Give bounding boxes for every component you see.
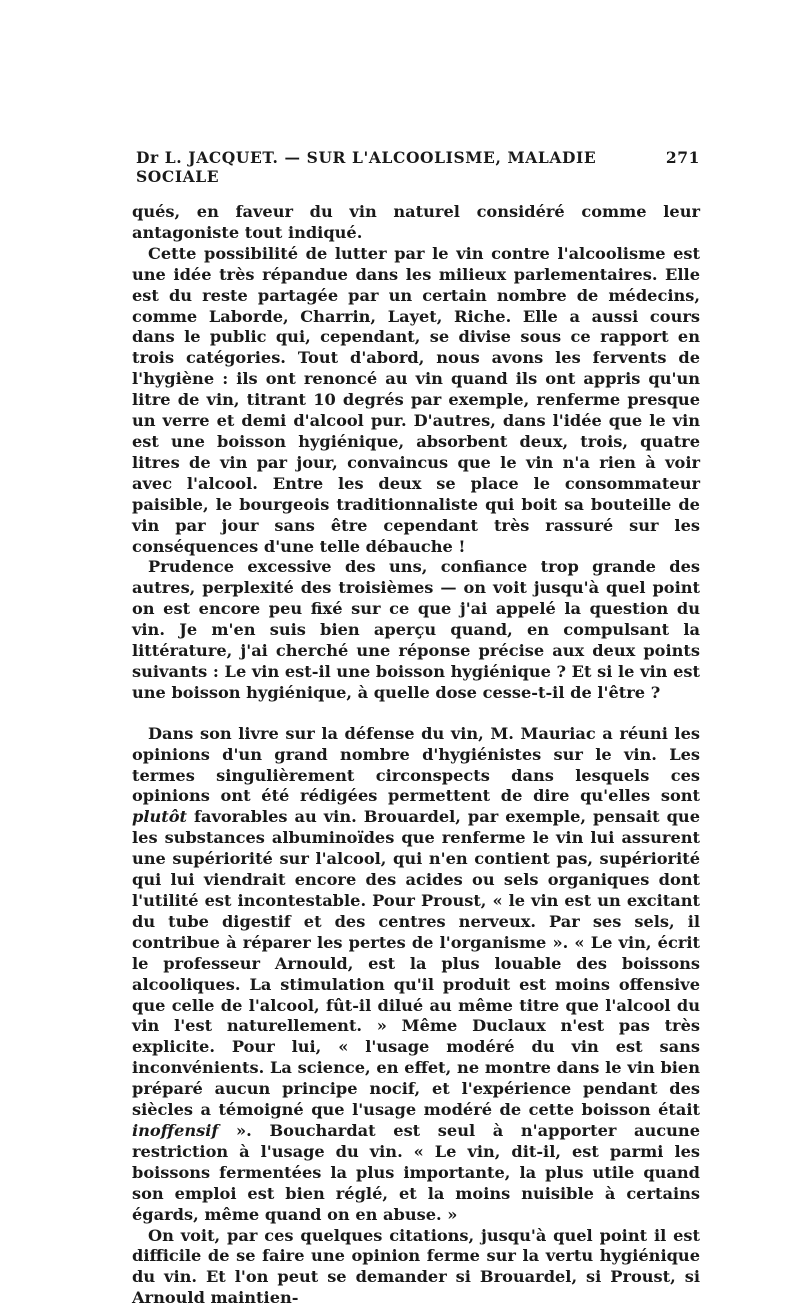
paragraph-text: On voit, par ces quelques citations, jusqu'à quel point il est difficile de se faire une opinion ferme sur la vertu hygiénique du vin. Et l'on peut se demander si Brouardel, si Proust, si Arnould maintien- xyxy=(132,1226,700,1308)
paragraph-text: qués, en faveur du vin naturel considéré comme leur antagoniste tout indiqué. xyxy=(132,202,700,242)
paragraph-text: Dans son livre sur la défense du vin, M. Mauriac a réuni les opinions d'un grand nombre d'hygiénistes sur le vin. Les termes singulièrement circonspects dans lesquels ces opinions ont été rédigées permettent de dire qu'elles sont xyxy=(132,724,700,806)
paragraph-text: Cette possibilité de lutter par le vin contre l'alcoolisme est une idée très répandue dans les milieux parlementaires. Elle est du reste partagée par un certain nombre de médecins, comme Laborde, Charrin, Layet, Riche. Elle a aussi cours dans le public qui, cependant, se divise sous ce rapport en trois catégories. Tout d'abord, nous avons les fervents de l'hygiène : ils ont renoncé au vin quand ils ont appris qu'un litre de vin, titrant 10 degrés par exemple, renferme presque un verre et demi d'alcool pur. D'autres, dans l'idée que le vin est une boisson hygiénique, absorbent deux, trois, quatre litres de vin par jour, convaincus que le vin n'a rien à voir avec l'alcool. Entre les deux se place le consommateur paisible, le bourgeois traditionnaliste qui boit sa bouteille de vin par jour sans être cependant très rassuré sur les conséquences d'une telle débauche ! xyxy=(132,244,700,556)
body-text xyxy=(132,202,700,1309)
italic-emphasis: plutôt xyxy=(132,807,187,826)
page-number: 271 xyxy=(666,148,700,167)
paragraph-text: ». Bouchardat est seul à n'apporter aucune restriction à l'usage du vin. « Le vin, dit-il, est parmi les boissons fermentées la plus importante, la plus utile quand son emploi est bien réglé, et la moins nuisible à certains égards, même quand on en abuse. » xyxy=(132,1121,700,1224)
paragraph-continuation xyxy=(132,202,700,244)
paragraph-text: Prudence excessive des uns, confiance trop grande des autres, perplexité des troisièmes — on voit jusqu'à quel point on est encore peu fixé sur ce que j'ai appelé la question du vin. Je m'en suis bien aperçu quand, en compulsant la littérature, j'ai cherché une réponse précise aux deux points suivants : Le vin est-il une boisson hygiénique ? Et si le vin est une boisson hygiénique, à quelle dose cesse-t-il de l'être ? xyxy=(132,557,700,701)
running-header xyxy=(136,148,700,186)
book-page xyxy=(132,148,700,1309)
paragraph-text: favorables au vin. Brouardel, par exemple, pensait que les substances albuminoïdes que renferme le vin lui assurent une supériorité sur l'alcool, qui n'en contient pas, supériorité qui lui viendrait encore des acides ou sels organiques dont l'utilité est incontestable. Pour Proust, « le vin est un excitant du tube digestif et des centres nerveux. Par ses sels, il contribue à réparer les pertes de l'organisme ». « Le vin, écrit le professeur Arnould, est la plus louable des boissons alcooliques. La stimulation qu'il produit est moins offensive que celle de l'alcool, fût-il dilué au même titre que l'alcool du vin l'est naturellement. » Même Duclaux n'est pas très explicite. Pour lui, « l'usage modéré du vin est sans inconvénients. La science, en effet, ne montre dans le vin bien préparé aucun principe nocif, et l'expérience pendant des siècles a témoigné que l'usage modéré de cette boisson était xyxy=(132,807,700,1119)
paragraph-conclusion xyxy=(132,1226,700,1309)
paragraph-hygienists-opinions xyxy=(132,724,700,1226)
running-header-title: Dr L. JACQUET. — SUR L'ALCOOLISME, MALADIE SOCIALE xyxy=(136,148,666,186)
paragraph-wine-against-alcoholism xyxy=(132,244,700,558)
paragraph-wine-question xyxy=(132,557,700,703)
italic-emphasis: inoffensif xyxy=(132,1121,218,1140)
